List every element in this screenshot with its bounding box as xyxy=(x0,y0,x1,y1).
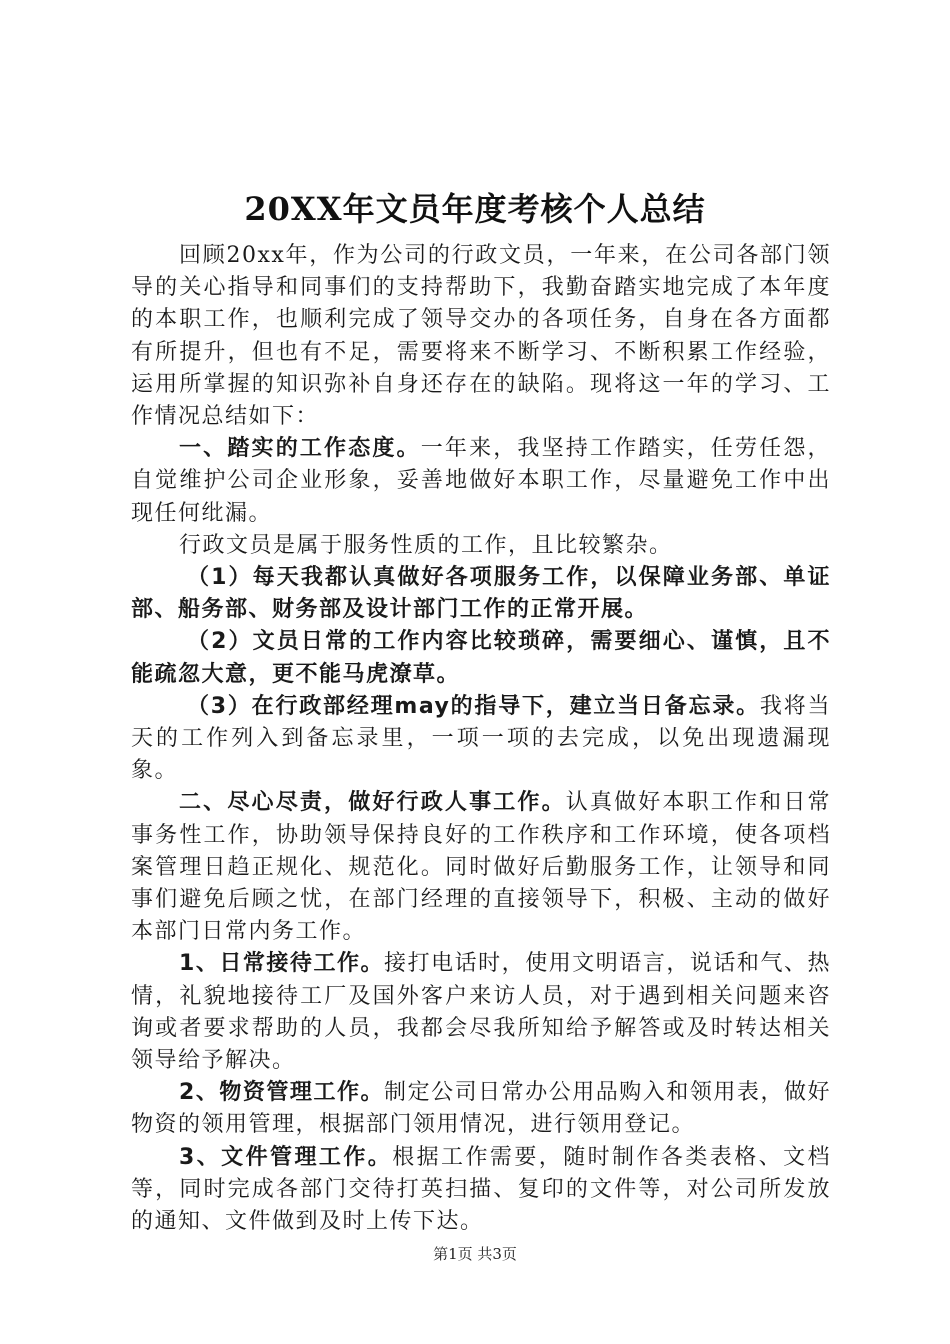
document-body xyxy=(131,240,831,1238)
paragraph-section-1 xyxy=(131,433,831,530)
paragraph-subsection-1 xyxy=(131,948,831,1077)
paragraph-lead: 一、踏实的工作态度。 xyxy=(179,436,421,462)
document-title: 20XX年文员年度考核个人总结 xyxy=(244,190,706,228)
paragraph-lead: 二、尽心尽责，做好行政人事工作。 xyxy=(179,790,566,816)
paragraph-text: 制定公司日常办公用品购入和领用表，做好物资的领用管理，根据部门领用情况，进行领用登记。 xyxy=(131,1080,831,1138)
paragraph-text: 回顾20xx年，作为公司的行政文员，一年来，在公司各部门领导的关心指导和同事们的支持帮助下，我勤奋踏实地完成了本年度的本职工作，也顺利完成了领导交办的各项任务，自身在各方面都有所提升，但也有不足，需要将来不断学习、不断积累工作经验，运用所掌握的知识弥补自身还存在的缺陷。现将这一年的学习、工作情况总结如下： xyxy=(131,243,831,430)
paragraph-subsection-3 xyxy=(131,1142,831,1239)
paragraph-lead: （3）在行政部经理may的指导下，建立当日备忘录。 xyxy=(187,693,760,719)
page-footer: 第1页 共3页 xyxy=(433,1245,517,1263)
paragraph-lead: （1）每天我都认真做好各项服务工作，以保障业务部、单证部、船务部、财务部及设计部门工作的正常开展。 xyxy=(131,565,831,623)
paragraph-text: 认真做好本职工作和日常事务性工作，协助领导保持良好的工作秩序和工作环境，使各项档案管理日趋正规化、规范化。同时做好后勤服务工作，让领导和同事们避免后顾之忧，在部门经理的直接领导下，积极、主动的做好本部门日常内务工作。 xyxy=(131,790,831,945)
paragraph-item-1 xyxy=(131,562,831,626)
paragraph-lead: 1、日常接待工作。 xyxy=(179,951,385,977)
paragraph-text: 根据工作需要，随时制作各类表格、文档等，同时完成各部门交待打英扫描、复印的文件等，对公司所发放的通知、文件做到及时上传下达。 xyxy=(131,1144,831,1235)
paragraph-intro xyxy=(131,240,831,433)
paragraph-item-2 xyxy=(131,626,831,690)
paragraph-text: 我将当天的工作列入到备忘录里，一项一项的去完成，以免出现遗漏现象。 xyxy=(131,693,831,784)
paragraph-item-3 xyxy=(131,691,831,788)
paragraph-note xyxy=(131,530,831,562)
paragraph-lead: 2、物资管理工作。 xyxy=(179,1080,385,1106)
paragraph-lead: （2）文员日常的工作内容比较琐碎，需要细心、谨慎，且不能疏忽大意，更不能马虎潦草。 xyxy=(131,629,831,687)
paragraph-text: 行政文员是属于服务性质的工作，且比较繁杂。 xyxy=(179,532,673,558)
paragraph-lead: 3、文件管理工作。 xyxy=(179,1144,393,1170)
paragraph-subsection-2 xyxy=(131,1077,831,1141)
paragraph-text: 一年来，我坚持工作踏实，任劳任怨，自觉维护公司企业形象，妥善地做好本职工作，尽量避免工作中出现任何纰漏。 xyxy=(131,436,831,526)
paragraph-text: 接打电话时，使用文明语言，说话和气、热情，礼貌地接待工厂及国外客户来访人员，对于遇到相关问题来咨询或者要求帮助的人员，我都会尽我所知给予解答或及时转达相关领导给予解决。 xyxy=(131,951,831,1074)
paragraph-section-2 xyxy=(131,787,831,948)
